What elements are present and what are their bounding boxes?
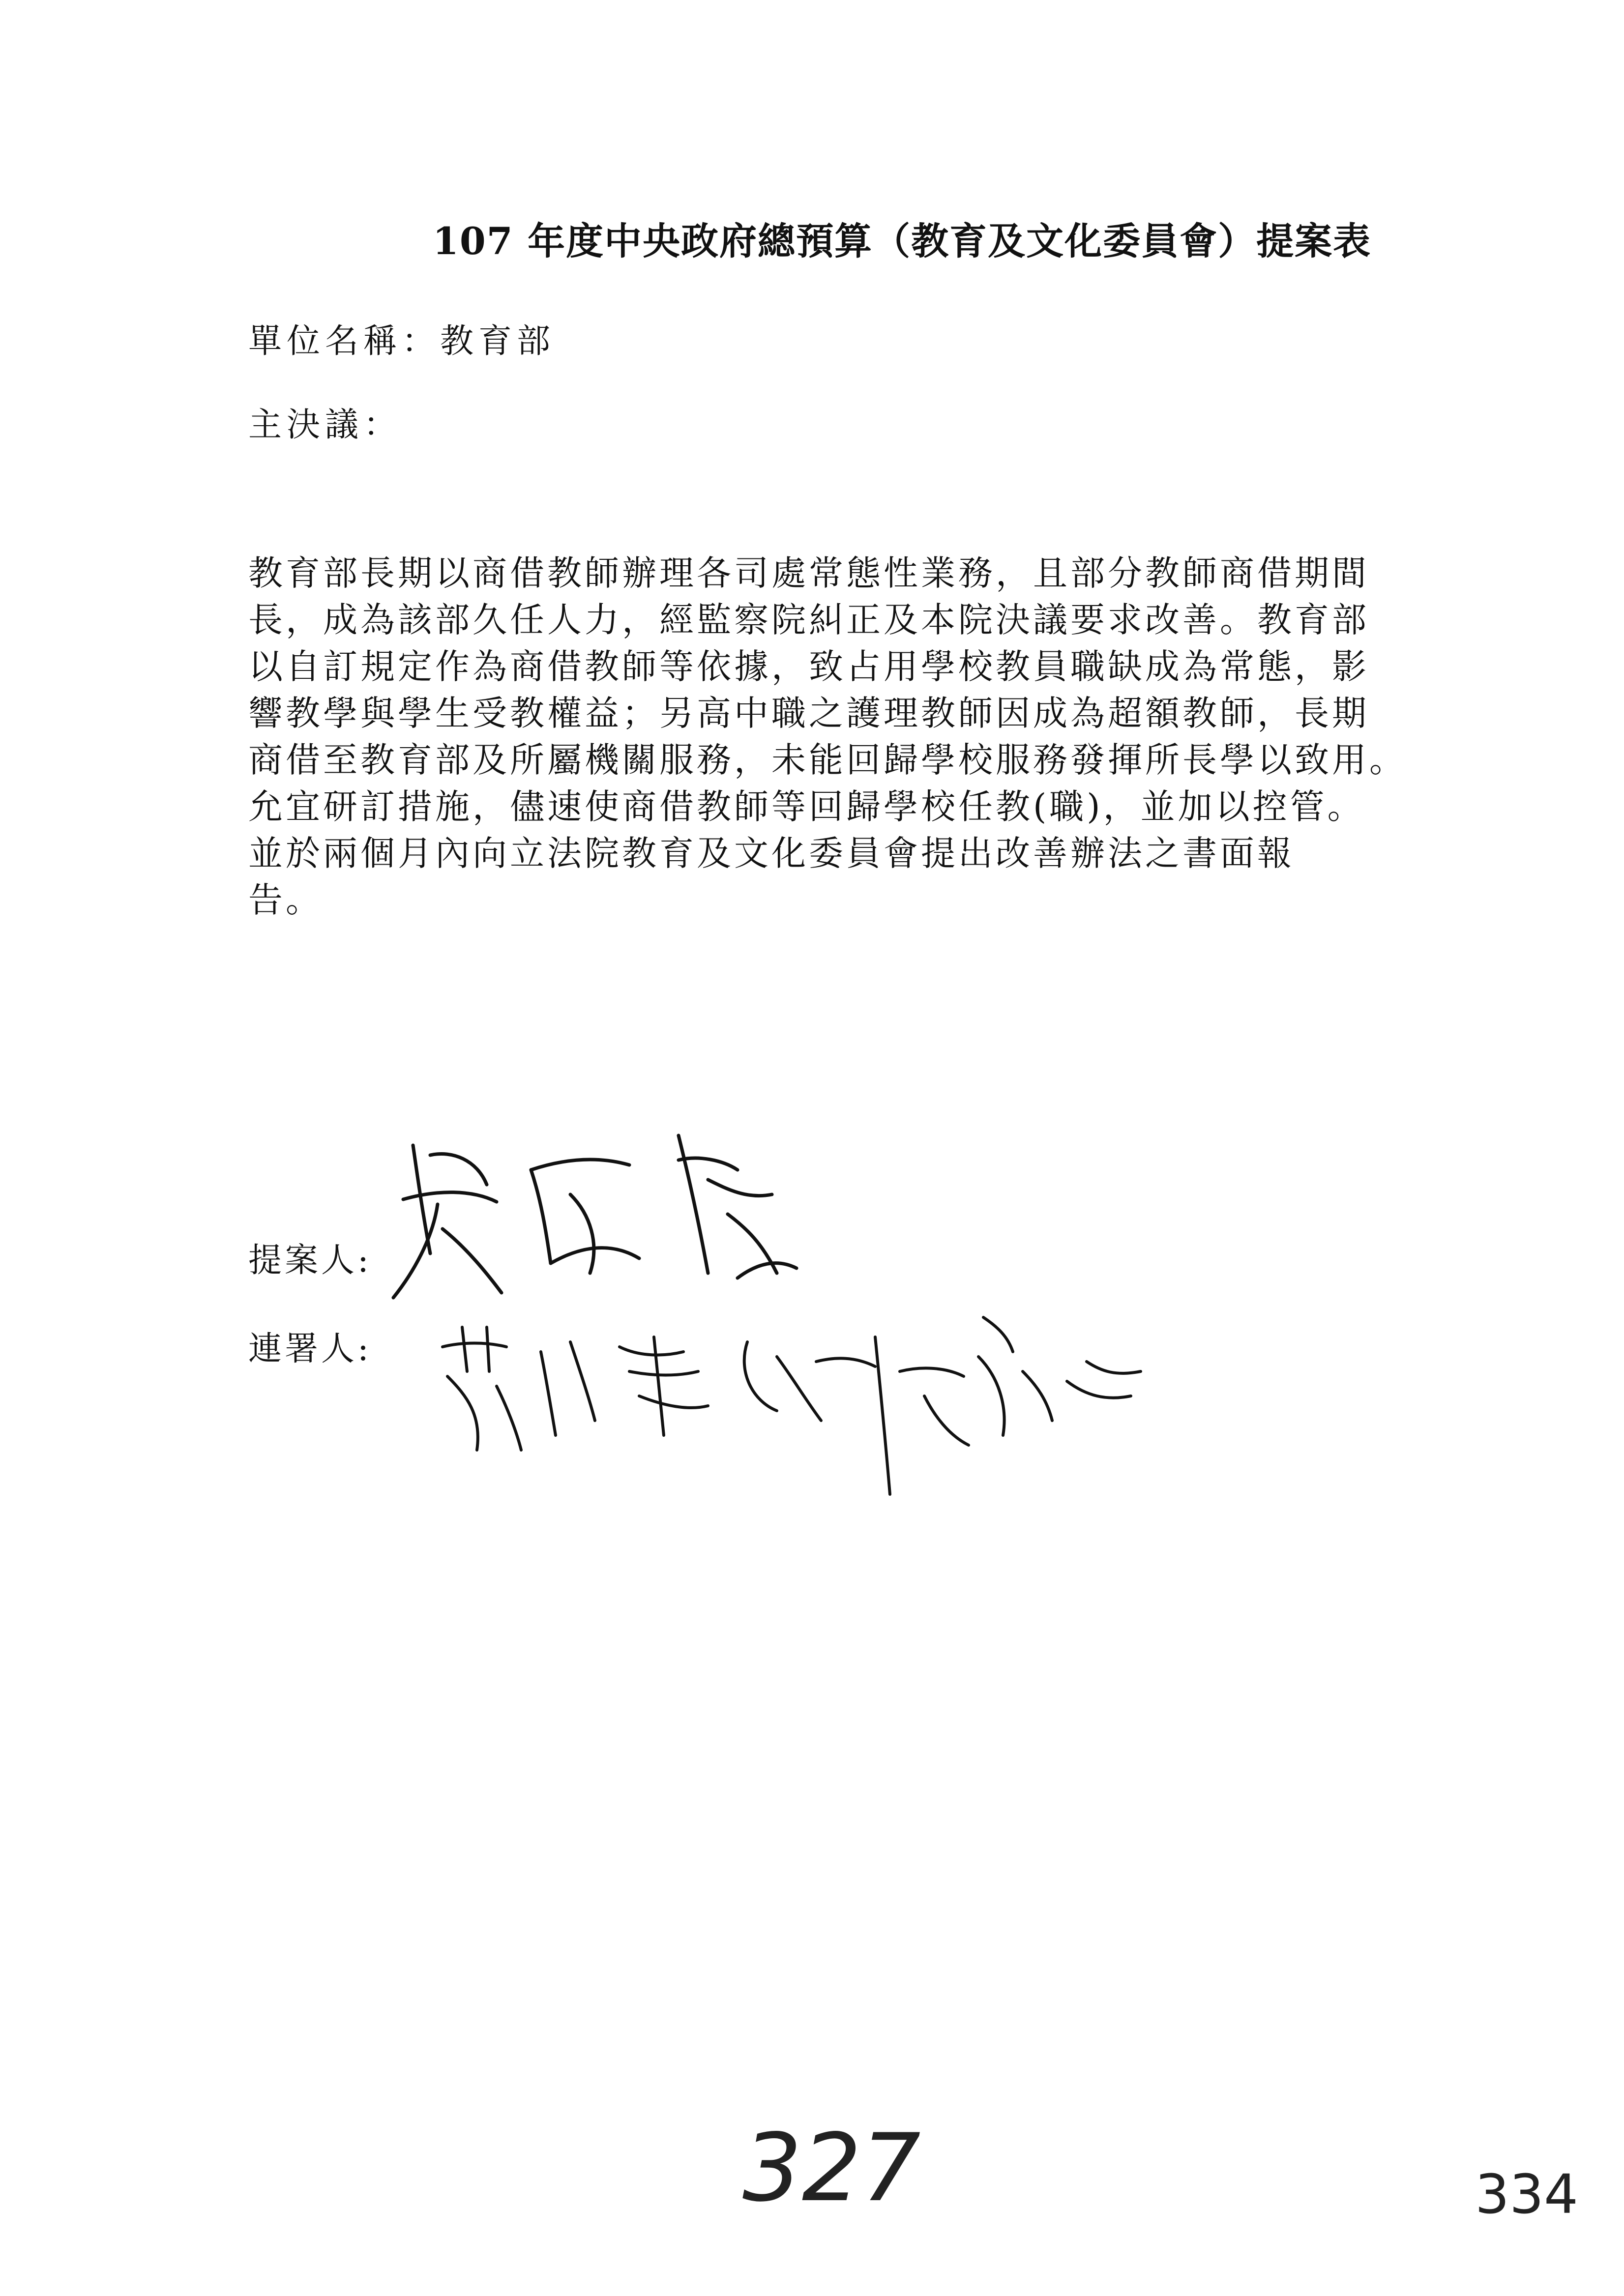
- body-line: 允宜研訂措施，儘速使商借教師等回歸學校任教(職)，並加以控管。: [248, 786, 1365, 827]
- body-line: 並於兩個月內向立法院教育及文化委員會提出改善辦法之書面報: [248, 833, 1295, 873]
- body-line: 以自訂規定作為商借教師等依據，致占用學校教員職缺成為常態，影: [248, 646, 1369, 687]
- body-line: 響教學與學生受教權益；另高中職之護理教師因成為超額教師，長期: [248, 693, 1369, 733]
- resolution-label: 主決議：: [248, 406, 402, 444]
- cosigner-signatures: [433, 1288, 1180, 1543]
- handwritten-page-number: 327: [742, 2114, 921, 2222]
- unit-label: 單位名稱：: [248, 322, 441, 361]
- body-line: 長，成為該部久任人力，經監察院糾正及本院決議要求改善。教育部: [248, 600, 1369, 640]
- body-line: 商借至教育部及所屬機關服務，未能回歸學校服務發揮所長學以致用。: [248, 740, 1407, 780]
- cosigner-label: 連署人:: [248, 1330, 372, 1368]
- handwritten-corner-number: 334: [1475, 2163, 1578, 2226]
- unit-value: 教育部: [440, 322, 556, 361]
- document-title: 107 年度中央政府總預算（教育及文化委員會）提案表: [433, 219, 1372, 263]
- body-line: 教育部長期以商借教師辦理各司處常態性業務，且部分教師商借期間: [248, 553, 1369, 593]
- body-line: 告。: [248, 880, 323, 920]
- unit-row: [248, 315, 555, 362]
- proposer-label: 提案人:: [248, 1241, 372, 1280]
